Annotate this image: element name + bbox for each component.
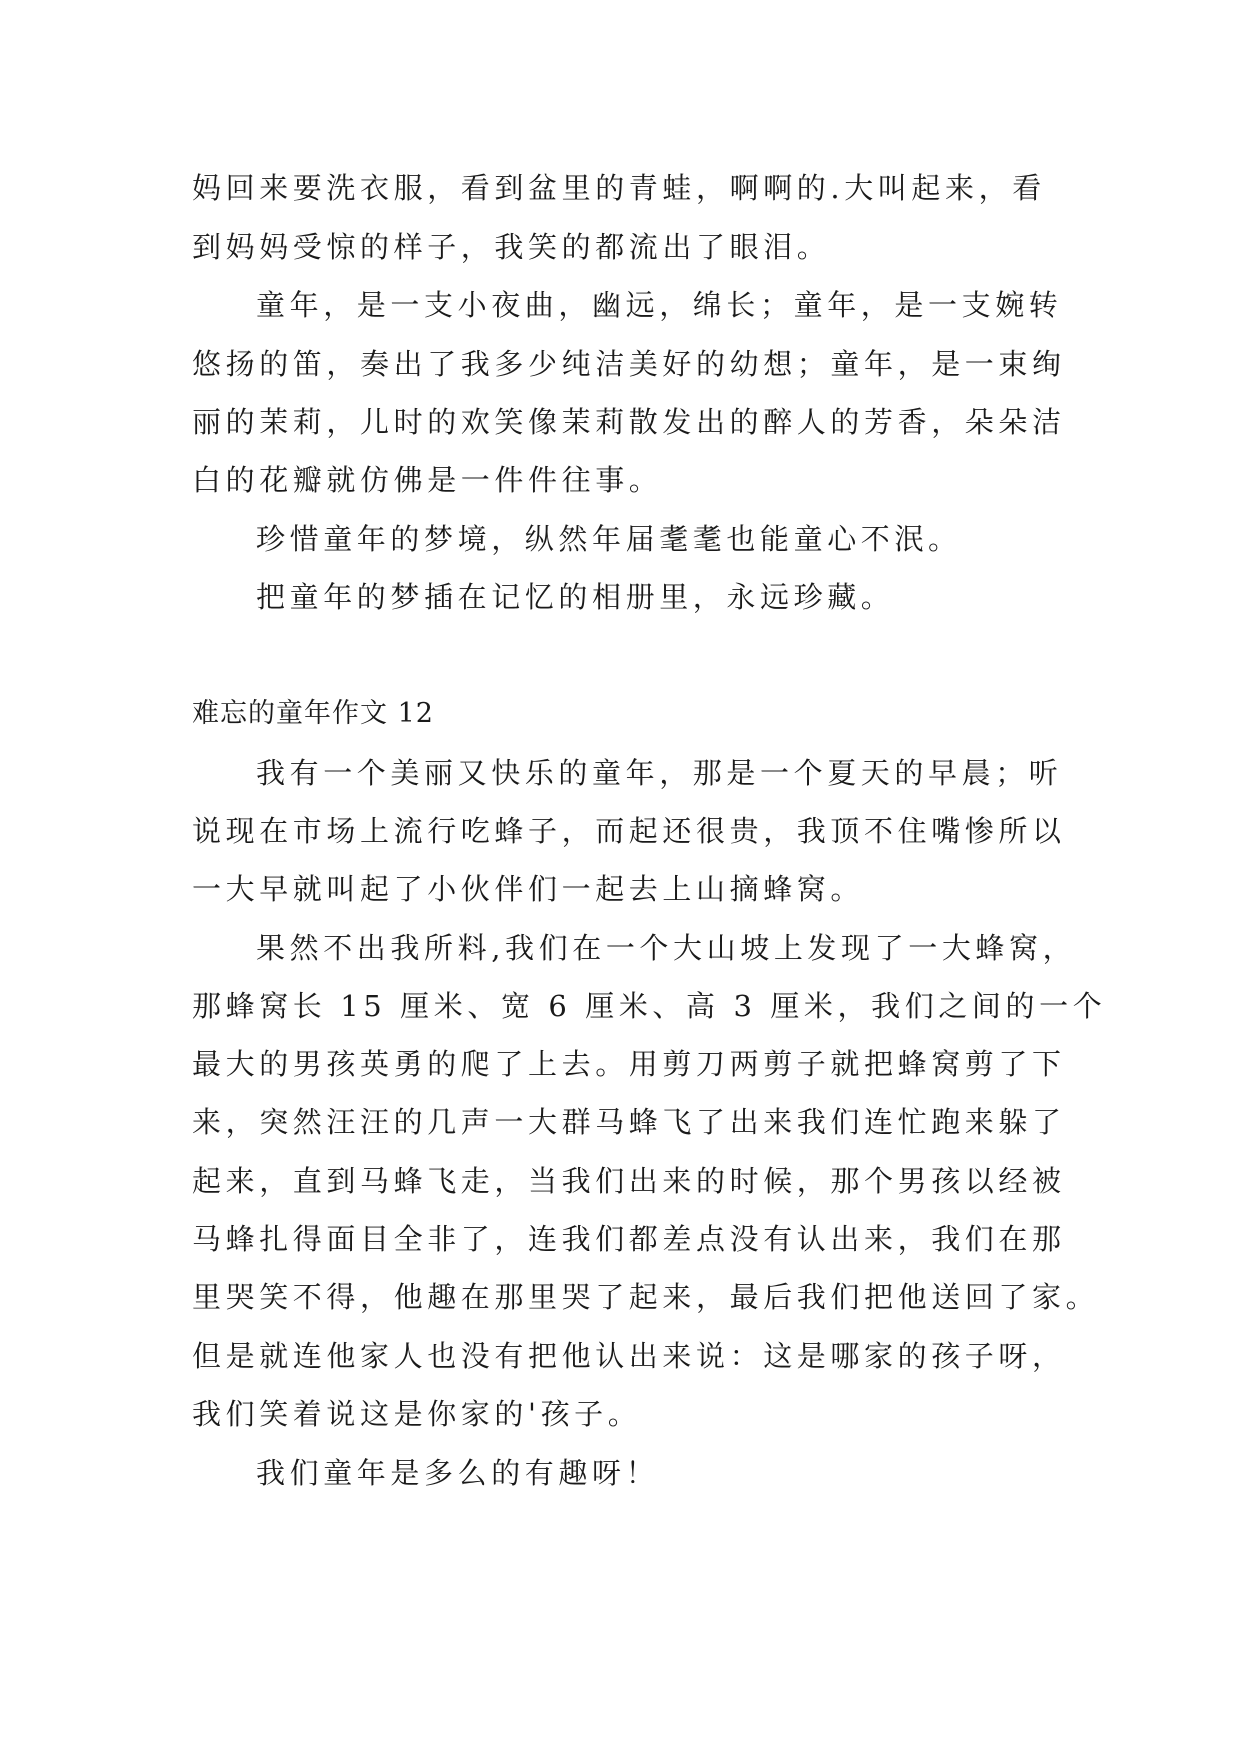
text-line: 果然不出我所料,我们在一个大山坡上发现了一大蜂窝， <box>256 931 1077 965</box>
text-line: 丽的茉莉，儿时的欢笑像茉莉散发出的醉人的芳香，朵朵洁 <box>192 405 1066 439</box>
text-line: 悠扬的笛，奏出了我多少纯洁美好的幼想；童年，是一束绚 <box>192 347 1066 381</box>
text-line: 最大的男孩英勇的爬了上去。用剪刀两剪子就把蜂窝剪了下 <box>192 1047 1066 1081</box>
text-line: 说现在市场上流行吃蜂子，而起还很贵，我顶不住嘴惨所以 <box>192 814 1066 848</box>
text-line: 里哭笑不得，他趣在那里哭了起来，最后我们把他送回了家。 <box>192 1280 1100 1314</box>
text-line: 那蜂窝长 15 厘米、宽 6 厘米、高 3 厘米，我们之间的一个 <box>192 989 1107 1023</box>
text-line: 来，突然汪汪的几声一大群马蜂飞了出来我们连忙跑来躲了 <box>192 1105 1066 1139</box>
text-line: 起来，直到马蜂飞走，当我们出来的时候，那个男孩以经被 <box>192 1164 1066 1198</box>
text-line: 马蜂扎得面目全非了，连我们都差点没有认出来，我们在那 <box>192 1222 1066 1256</box>
text-line: 一大早就叫起了小伙伴们一起去上山摘蜂窝。 <box>192 872 865 906</box>
text-line: 童年，是一支小夜曲，幽远，绵长；童年，是一支婉转 <box>256 288 1063 322</box>
text-line: 我们笑着说这是你家的'孩子。 <box>192 1397 642 1431</box>
text-line: 白的花瓣就仿佛是一件件往事。 <box>192 463 663 497</box>
text-line: 但是就连他家人也没有把他认出来说：这是哪家的孩子呀， <box>192 1339 1066 1373</box>
text-line: 我们童年是多么的有趣呀！ <box>256 1456 660 1490</box>
section-title: 难忘的童年作文 12 <box>192 698 434 729</box>
text-line: 妈回来要洗衣服，看到盆里的青蛙，啊啊的.大叫起来，看 <box>192 171 1046 205</box>
text-line: 我有一个美丽又快乐的童年，那是一个夏天的早晨；听 <box>256 756 1063 790</box>
text-line: 到妈妈受惊的样子，我笑的都流出了眼泪。 <box>192 230 831 264</box>
text-line: 把童年的梦插在记忆的相册里，永远珍藏。 <box>256 580 895 614</box>
text-line: 珍惜童年的梦境，纵然年届耄耄也能童心不泯。 <box>256 522 962 556</box>
